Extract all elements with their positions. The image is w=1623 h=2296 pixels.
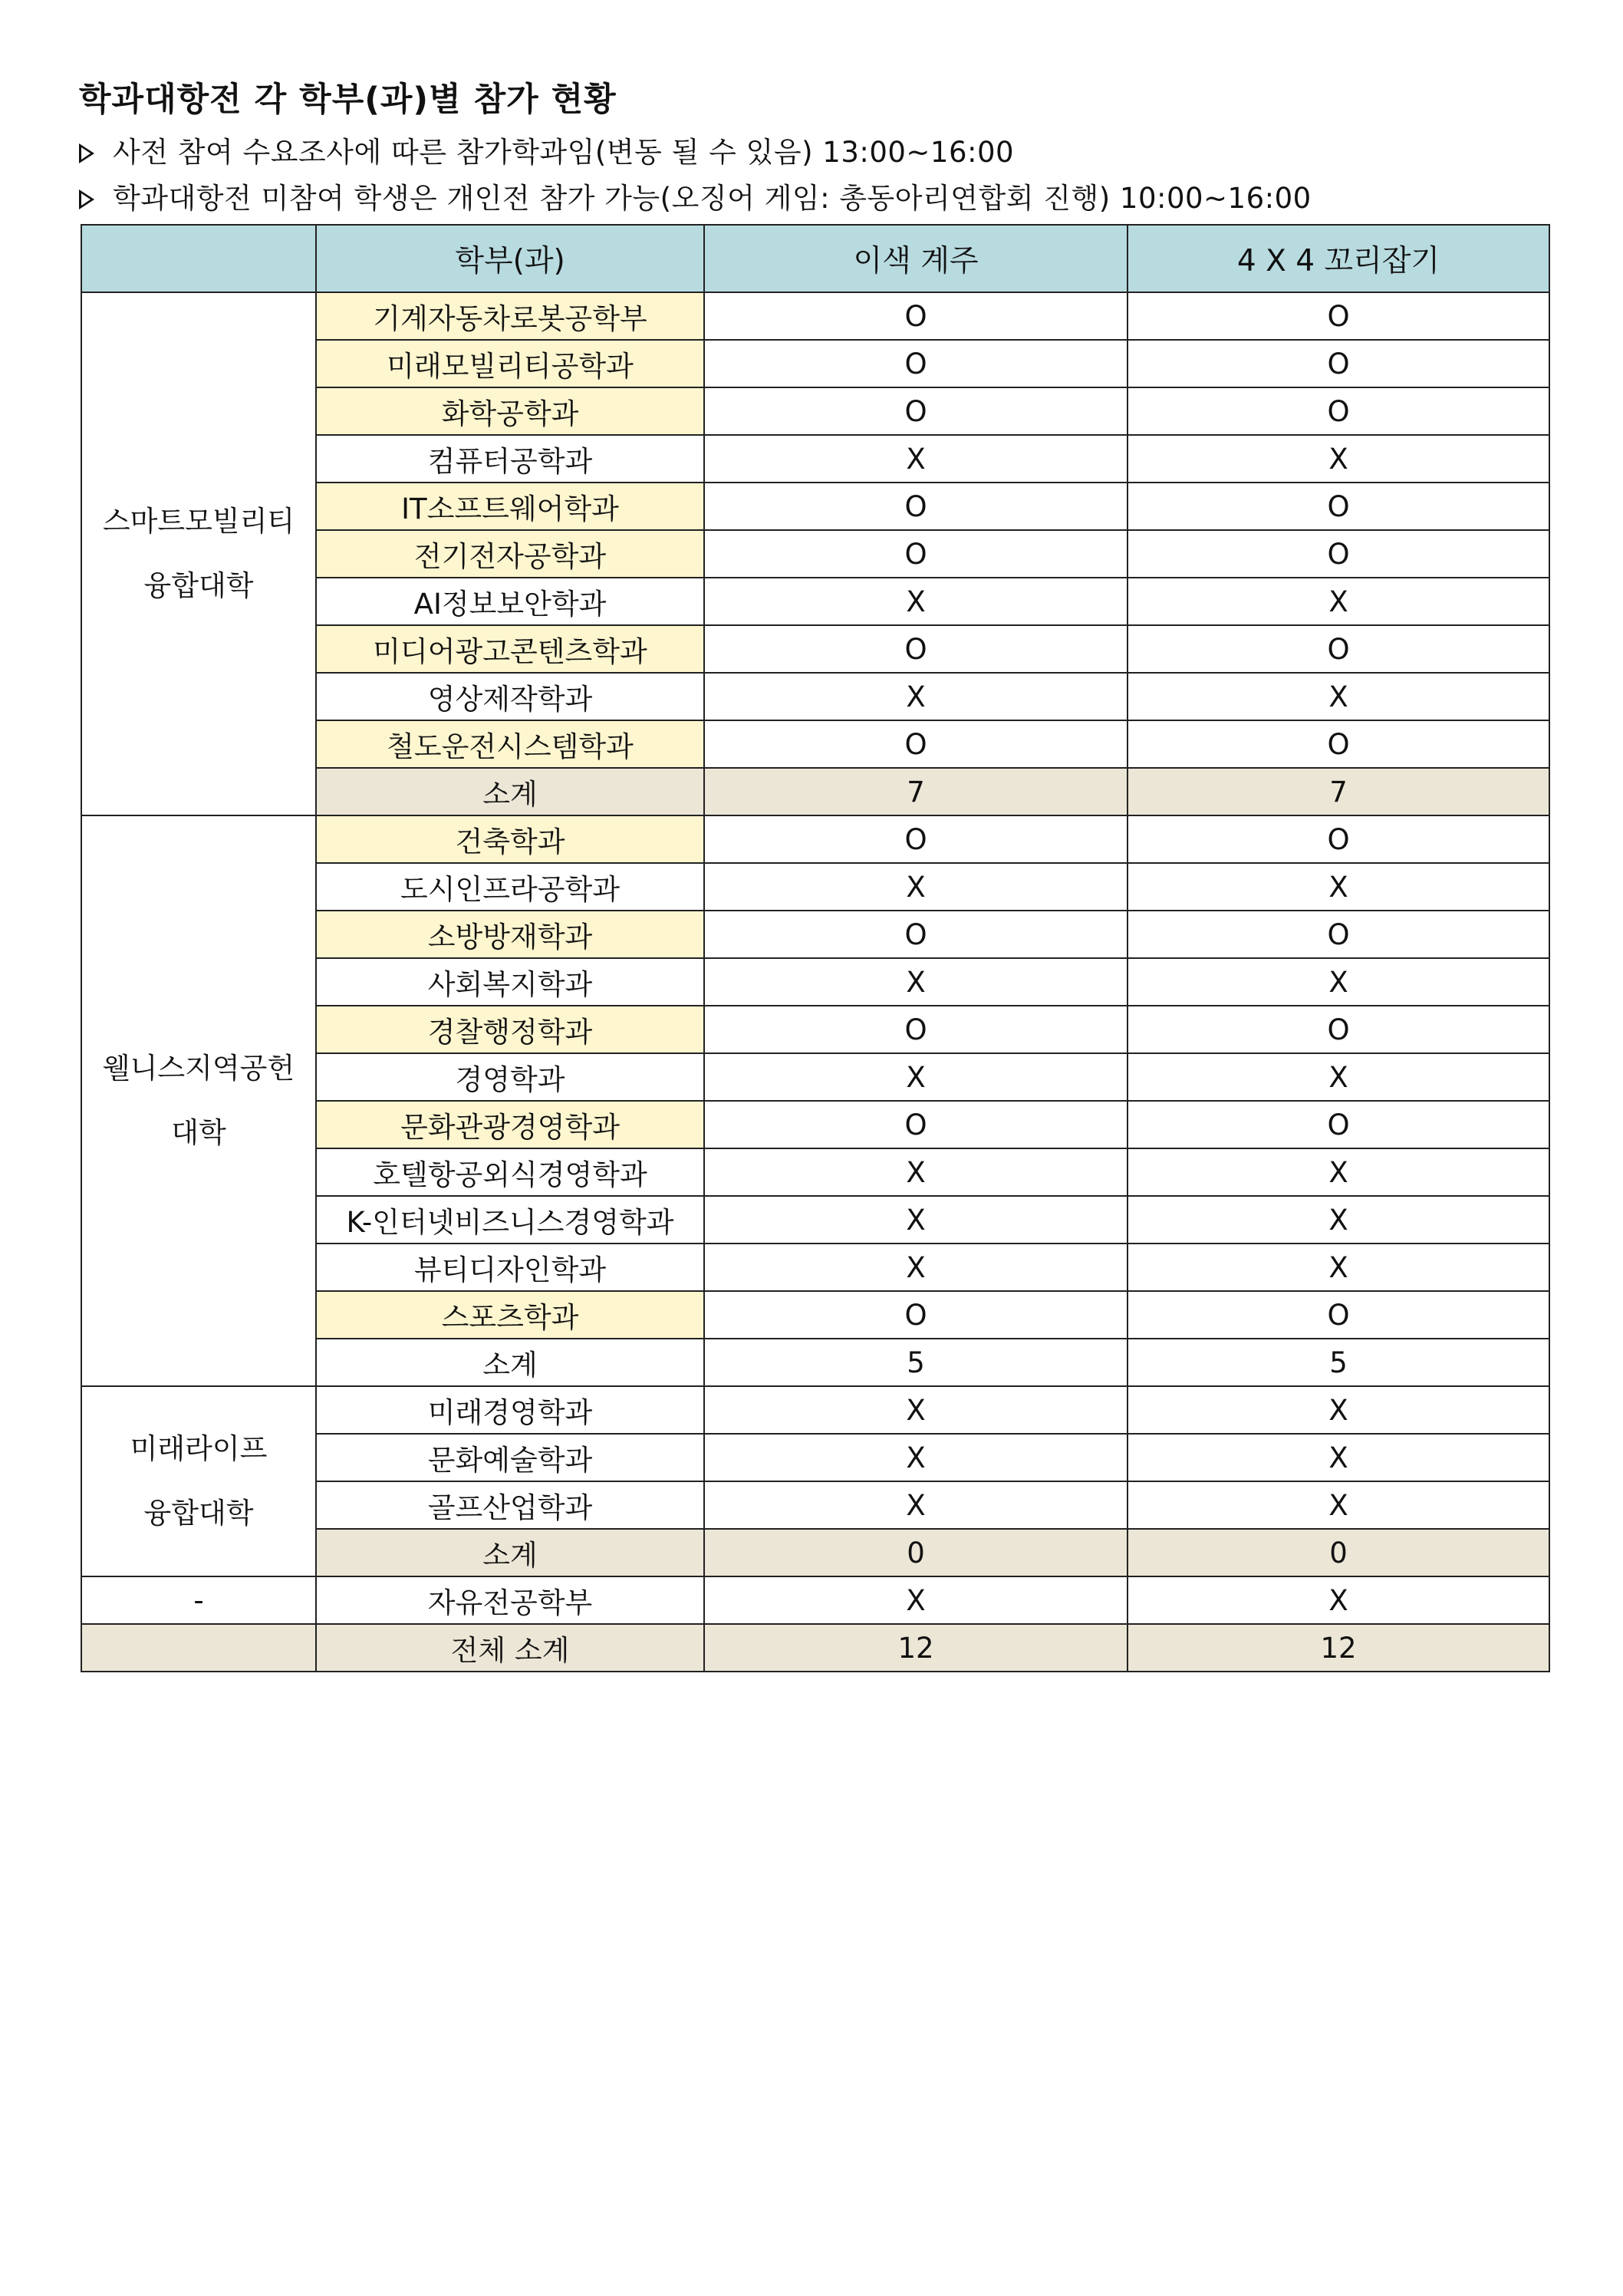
college-name-line: 미래라이프 (130, 1432, 268, 1465)
department-cell: 미디어광고콘텐츠학과 (316, 625, 704, 673)
tail-tag-cell: X (1128, 1196, 1549, 1244)
department-cell: 도시인프라공학과 (316, 863, 704, 911)
tail-tag-cell: X (1128, 958, 1549, 1006)
relay-cell: X (704, 1386, 1128, 1434)
total-relay: 12 (704, 1624, 1128, 1672)
tail-tag-cell: X (1128, 863, 1549, 911)
note-text: 사전 참여 수요조사에 따른 참가학과임(변동 될 수 있음) 13:00~16:00 (113, 136, 1015, 169)
department-cell: 경영학과 (316, 1053, 704, 1101)
tail-tag-cell: O (1128, 1006, 1549, 1053)
relay-cell: O (704, 530, 1128, 578)
relay-cell: O (704, 1101, 1128, 1148)
subtotal-relay: 0 (704, 1529, 1128, 1576)
department-cell: 사회복지학과 (316, 958, 704, 1006)
college-name-line: 스마트모빌리티 (102, 505, 295, 538)
note-2 (79, 175, 1312, 216)
relay-cell: X (704, 958, 1128, 1006)
tail-tag-cell: O (1128, 530, 1549, 578)
header-college (81, 225, 316, 292)
table-body (81, 292, 1549, 1672)
total-tail-tag: 12 (1128, 1624, 1549, 1672)
college-cell: - (81, 1576, 316, 1624)
tail-tag-cell: O (1128, 720, 1549, 768)
relay-cell: O (704, 483, 1128, 530)
tail-tag-cell: X (1128, 1148, 1549, 1196)
relay-cell: X (704, 1481, 1128, 1529)
tail-tag-cell: O (1128, 387, 1549, 435)
tail-tag-cell: X (1128, 578, 1549, 625)
department-cell: 건축학과 (316, 815, 704, 863)
department-cell: 화학공학과 (316, 387, 704, 435)
college-cell (81, 1386, 316, 1576)
subtotal-relay: 5 (704, 1339, 1128, 1386)
tail-tag-cell: O (1128, 815, 1549, 863)
relay-cell: X (704, 1244, 1128, 1291)
relay-cell: X (704, 1053, 1128, 1101)
relay-cell: O (704, 387, 1128, 435)
triangle-bullet-icon (79, 189, 94, 209)
relay-cell: X (704, 863, 1128, 911)
college-name-line: 대학 (171, 1116, 226, 1149)
department-cell: 뷰티디자인학과 (316, 1244, 704, 1291)
college-name-line: 융합대학 (143, 569, 254, 602)
department-cell: 호텔항공외식경영학과 (316, 1148, 704, 1196)
subtotal-label: 소계 (316, 1529, 704, 1576)
total-empty-cell (81, 1624, 316, 1672)
tail-tag-cell: O (1128, 292, 1549, 340)
college-cell (81, 292, 316, 815)
tail-tag-cell: X (1128, 1576, 1549, 1624)
subtotal-tail-tag: 0 (1128, 1529, 1549, 1576)
participation-table (81, 224, 1550, 1672)
tail-tag-cell: X (1128, 1244, 1549, 1291)
department-cell: 철도운전시스템학과 (316, 720, 704, 768)
department-cell: 전기전자공학과 (316, 530, 704, 578)
note-1 (79, 129, 1014, 170)
relay-cell: O (704, 815, 1128, 863)
department-cell: 영상제작학과 (316, 673, 704, 720)
tail-tag-cell: X (1128, 435, 1549, 483)
department-cell: 기계자동차로봇공학부 (316, 292, 704, 340)
department-cell: 컴퓨터공학과 (316, 435, 704, 483)
total-row (81, 1624, 1549, 1672)
tail-tag-cell: O (1128, 483, 1549, 530)
relay-cell: X (704, 1148, 1128, 1196)
tail-tag-cell: O (1128, 340, 1549, 387)
table-row (81, 1386, 1549, 1434)
relay-cell: X (704, 1196, 1128, 1244)
tail-tag-cell: X (1128, 1434, 1549, 1481)
tail-tag-cell: X (1128, 1386, 1549, 1434)
tail-tag-cell: X (1128, 1053, 1549, 1101)
department-cell: 문화관광경영학과 (316, 1101, 704, 1148)
department-cell: IT소프트웨어학과 (316, 483, 704, 530)
relay-cell: O (704, 911, 1128, 958)
department-cell: AI정보보안학과 (316, 578, 704, 625)
department-cell: 경찰행정학과 (316, 1006, 704, 1053)
relay-cell: X (704, 435, 1128, 483)
tail-tag-cell: O (1128, 1291, 1549, 1339)
subtotal-tail-tag: 7 (1128, 768, 1549, 815)
department-cell: 문화예술학과 (316, 1434, 704, 1481)
header-relay: 이색 계주 (704, 225, 1128, 292)
department-cell: 스포츠학과 (316, 1291, 704, 1339)
header-department: 학부(과) (316, 225, 704, 292)
relay-cell: O (704, 292, 1128, 340)
header-tail-tag: 4 X 4 꼬리잡기 (1128, 225, 1549, 292)
relay-cell: O (704, 1291, 1128, 1339)
subtotal-tail-tag: 5 (1128, 1339, 1549, 1386)
table-row (81, 292, 1549, 340)
department-cell: 미래모빌리티공학과 (316, 340, 704, 387)
department-cell: 골프산업학과 (316, 1481, 704, 1529)
college-name-line: 융합대학 (143, 1497, 254, 1530)
department-cell: 자유전공학부 (316, 1576, 704, 1624)
relay-cell: X (704, 1434, 1128, 1481)
tail-tag-cell: O (1128, 1101, 1549, 1148)
subtotal-label: 소계 (316, 768, 704, 815)
triangle-bullet-icon (79, 143, 94, 163)
relay-cell: O (704, 340, 1128, 387)
note-text: 학과대항전 미참여 학생은 개인전 참가 가능(오징어 게임: 총동아리연합회 진행) 10:00~16:00 (113, 182, 1312, 215)
department-cell: 미래경영학과 (316, 1386, 704, 1434)
relay-cell: O (704, 720, 1128, 768)
department-cell: K-인터넷비즈니스경영학과 (316, 1196, 704, 1244)
tail-tag-cell: O (1128, 911, 1549, 958)
subtotal-label: 소계 (316, 1339, 704, 1386)
tail-tag-cell: X (1128, 673, 1549, 720)
relay-cell: X (704, 1576, 1128, 1624)
tail-tag-cell: X (1128, 1481, 1549, 1529)
college-name-line: 웰니스지역공헌 (102, 1052, 295, 1085)
relay-cell: X (704, 578, 1128, 625)
relay-cell: O (704, 625, 1128, 673)
page-title: 학과대항전 각 학부(과)별 참가 현황 (79, 81, 617, 119)
relay-cell: X (704, 673, 1128, 720)
college-cell (81, 815, 316, 1386)
free-major-row (81, 1576, 1549, 1624)
tail-tag-cell: O (1128, 625, 1549, 673)
table-header-row (81, 225, 1549, 292)
department-cell: 소방방재학과 (316, 911, 704, 958)
relay-cell: O (704, 1006, 1128, 1053)
subtotal-relay: 7 (704, 768, 1128, 815)
total-label: 전체 소계 (316, 1624, 704, 1672)
table-row (81, 815, 1549, 863)
